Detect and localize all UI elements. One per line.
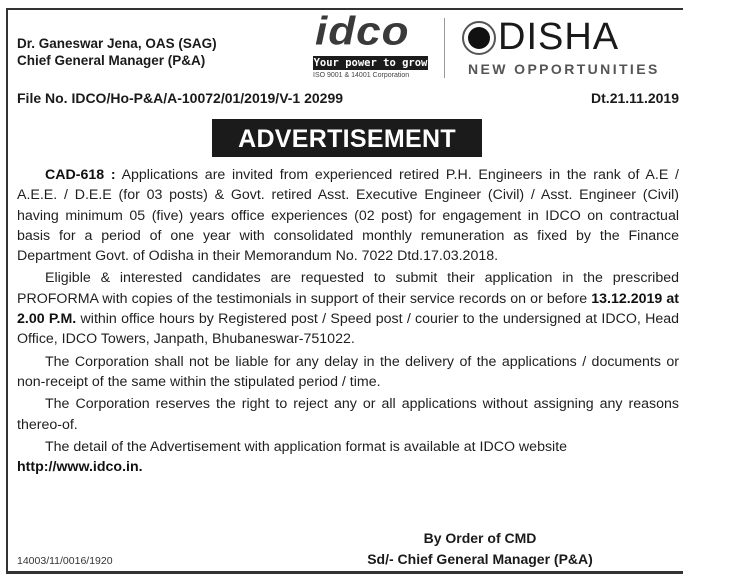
- issuing-officer: [17, 35, 217, 69]
- paragraph-liability: The Corporation shall not be liable for any delay in the delivery of the applications / documents or non-receipt of the same within the stipulated period / time.: [17, 353, 679, 390]
- odisha-tagline: NEW OPPORTUNITIES: [468, 61, 660, 77]
- reference-code: 14003/11/0016/1920: [17, 555, 113, 567]
- website-link[interactable]: http://www.idco.in.: [17, 459, 143, 476]
- advertisement-body: [17, 165, 679, 479]
- idco-certification: ISO 9001 & 14001 Corporation: [313, 72, 410, 79]
- advertisement-banner: ADVERTISEMENT: [212, 119, 482, 157]
- paragraph-vacancy: CAD-618 : Applications are invited from experienced retired P.H. Engineers in the rank of A.E / A.E.E. / D.E.E (for 03 posts) & Govt. retired Asst. Executive Engineer (Civil) / Asst. Engineer (Civil) having minimum 05 (five) years office experiences (02 post) for engagement in IDCO on contractual basis for a period of one year with consolidated monthly remuneration as fixed by the Finance Department Govt. of Odisha in their Memorandum No. 7022 Dtd.17.03.2018.: [17, 167, 679, 265]
- idco-wordmark: idco: [315, 9, 410, 54]
- idco-tagline: Your power to grow: [313, 57, 428, 69]
- officer-name: Dr. Ganeswar Jena, OAS (SAG): [17, 36, 217, 51]
- issue-date: Dt.21.11.2019: [591, 90, 679, 106]
- paragraph-submission: Eligible & interested candidates are requested to submit their application in the prescribed PROFORMA with copies of the testimonials in support of their service records on or before 13.12.2019 at 2.00 P.M. within office hours by Registered post / Speed post / courier to the undersigned at IDCO, Head Office, IDCO Towers, Janpath, Bhubaneswar-751022.: [17, 270, 680, 348]
- logo-divider: [444, 18, 445, 78]
- odisha-circle-icon: [462, 21, 496, 55]
- file-number: File No. IDCO/Ho-P&A/A-10072/01/2019/V-1 20299: [17, 90, 344, 106]
- ad-code: CAD-618 :: [45, 167, 116, 183]
- idco-logo: [313, 9, 431, 80]
- odisha-logo: [458, 14, 658, 80]
- signature-order: By Order of CMD: [423, 530, 537, 546]
- paragraph-rights: The Corporation reserves the right to reject any or all applications without assigning any reasons thereo-of.: [17, 396, 679, 433]
- deadline: 13.12.2019 at 2.00 P.M.: [17, 290, 679, 328]
- odisha-wordmark: DISHA: [498, 16, 620, 58]
- officer-title: Chief General Manager (P&A): [17, 53, 206, 68]
- paragraph-details: The detail of the Advertisement with application format is available at IDCO website http://www.idco.in.: [17, 438, 568, 476]
- signature-authority: Sd/- Chief General Manager (P&A): [367, 551, 593, 567]
- signature-block: [340, 528, 620, 570]
